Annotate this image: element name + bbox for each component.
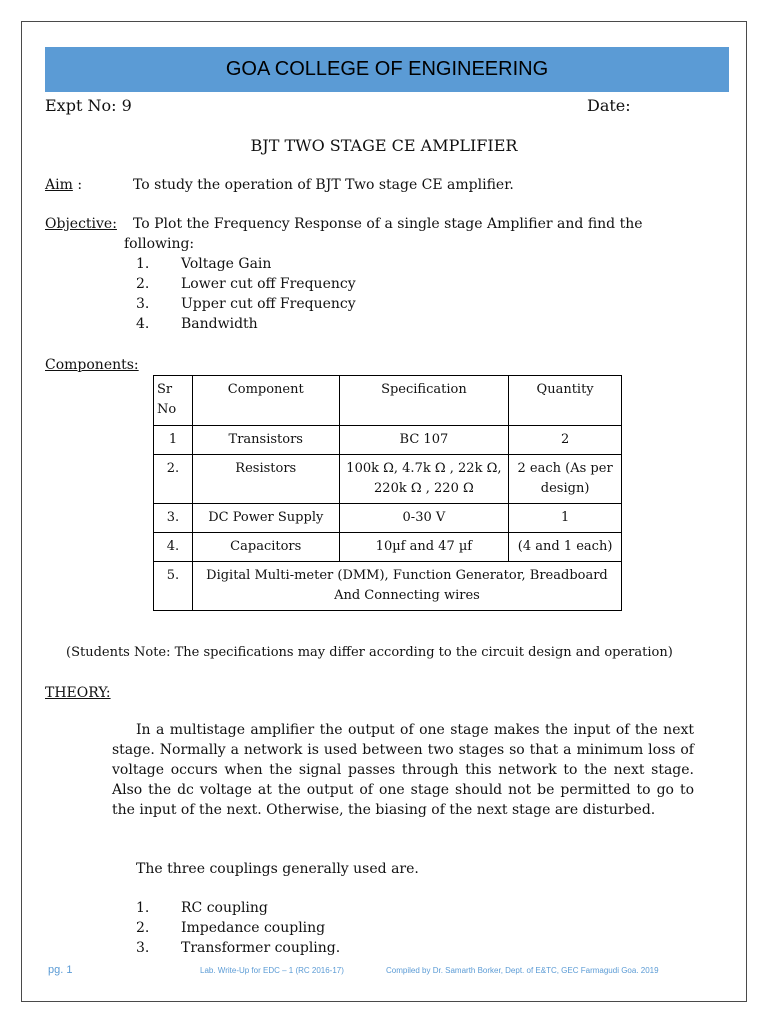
objective-item-num: 3. — [136, 296, 150, 312]
table-cell: 1 — [509, 504, 622, 533]
components-label: Components: — [45, 357, 139, 373]
table-cell: 0-30 V — [339, 504, 509, 533]
objective-item-text: Voltage Gain — [181, 256, 272, 272]
objective-line1: To Plot the Frequency Response of a single stage Amplifier and find the — [133, 216, 643, 232]
table-row — [154, 504, 622, 533]
objective-item-text: Bandwidth — [181, 316, 258, 332]
header-sr-no: Sr No — [154, 376, 193, 426]
expt-no: Expt No: 9 — [45, 96, 132, 115]
table-cell: Transistors — [192, 426, 339, 455]
aim-colon: : — [77, 177, 83, 193]
table-cell: Digital Multi-meter (DMM), Function Generator, Breadboard And Connecting wires — [192, 562, 621, 611]
footer-writeup: Lab. Write-Up for EDC – 1 (RC 2016-17) — [200, 966, 344, 975]
objective-item-text: Upper cut off Frequency — [181, 296, 356, 312]
header-specification: Specification — [339, 376, 509, 426]
coupling-num: 3. — [136, 940, 150, 956]
table-cell: BC 107 — [339, 426, 509, 455]
students-note: (Students Note: The specifications may differ according to the circuit design and operation) — [66, 645, 673, 660]
table-cell: Resistors — [192, 455, 339, 504]
table-cell: 10µf and 47 µf — [339, 533, 509, 562]
table-row — [154, 455, 622, 504]
date-label: Date: — [587, 96, 631, 115]
table-row — [154, 426, 622, 455]
table-row — [154, 533, 622, 562]
table-cell: 2 — [509, 426, 622, 455]
objective-label: Objective: — [45, 216, 117, 232]
components-table — [153, 375, 622, 611]
college-header-banner — [45, 47, 729, 92]
table-cell: Capacitors — [192, 533, 339, 562]
table-row — [154, 562, 622, 611]
table-cell: 3. — [154, 504, 193, 533]
objective-item-num: 1. — [136, 256, 150, 272]
header-quantity: Quantity — [509, 376, 622, 426]
theory-paragraph: In a multistage amplifier the output of one stage makes the input of the next stage. Normally a network is used between two stages so that a minimum loss of voltage occurs when the signal passes through this network to the next stage. Also the dc voltage at the output of one stage should not be permitted to go to the input of the next. Otherwise, the biasing of the next stage are disturbed. — [112, 722, 694, 818]
aim-label-row — [45, 177, 82, 193]
table-cell: DC Power Supply — [192, 504, 339, 533]
table-cell: (4 and 1 each) — [509, 533, 622, 562]
coupling-num: 2. — [136, 920, 150, 936]
table-header-row — [154, 376, 622, 426]
table-cell: 4. — [154, 533, 193, 562]
couplings-intro: The three couplings generally used are. — [136, 861, 419, 877]
footer-compiled: Compiled by Dr. Samarth Borker, Dept. of E&TC, GEC Farmagudi Goa. 2019 — [386, 966, 659, 975]
page-title: BJT TWO STAGE CE AMPLIFIER — [250, 136, 518, 155]
objective-item-num: 4. — [136, 316, 150, 332]
table-cell: 100k Ω, 4.7k Ω , 22k Ω, 220k Ω , 220 Ω — [339, 455, 509, 504]
aim-text: To study the operation of BJT Two stage CE amplifier. — [133, 177, 514, 193]
coupling-text: Impedance coupling — [181, 920, 326, 936]
coupling-text: RC coupling — [181, 900, 268, 916]
header-component: Component — [192, 376, 339, 426]
coupling-text: Transformer coupling. — [181, 940, 341, 956]
table-cell: 1 — [154, 426, 193, 455]
table-cell: 2. — [154, 455, 193, 504]
page-number: pg. 1 — [48, 964, 73, 976]
theory-label: THEORY: — [45, 685, 111, 701]
table-cell: 5. — [154, 562, 193, 611]
aim-label: Aim — [45, 177, 73, 193]
coupling-num: 1. — [136, 900, 150, 916]
table-cell: 2 each (As per design) — [509, 455, 622, 504]
objective-item-text: Lower cut off Frequency — [181, 276, 356, 292]
objective-item-num: 2. — [136, 276, 150, 292]
college-name: GOA COLLEGE OF ENGINEERING — [225, 58, 549, 80]
objective-line2: following: — [124, 236, 195, 252]
